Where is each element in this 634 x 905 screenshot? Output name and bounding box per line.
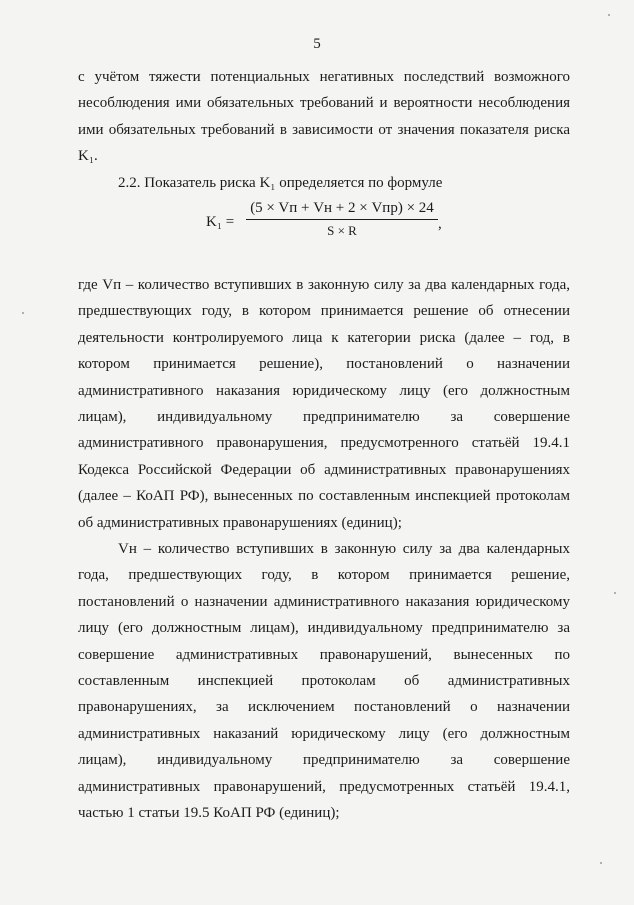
paragraph-risk-intro: с учётом тяжести потенциальных негативных последствий возможного несоблюдения ими обязательных требований и вероятности несоблюдения ими обязательных требований в зависимости от значения показателя риска K₁. <box>78 69 570 165</box>
formula-numerator: (5 × Vп + Vн + 2 × Vпр) × 24 <box>250 200 434 216</box>
paragraph-vn-definition: Vн – количество вступивших в законную силу за два календарных года, предшествующих году, в котором принимается решение, постановлений о назначении административного наказания юридическому лицу (его должностным лицам), индивидуальному предпринимателю за совершение административных правонарушений, вынесенных по составленным инспекцией протоколам об административных правонарушениях, за исключением постановлений о назначении административных наказаний юридическому лицу (его должностным лицам), индивидуальному предпринимателю за совершение административных правонарушений, предусмотренных статьёй 19.4.1, частью 1 статьи 19.5 КоАП РФ (единиц); <box>78 541 570 822</box>
risk-formula <box>206 200 446 246</box>
scan-speck <box>608 14 610 16</box>
formula-denominator: S × R <box>327 223 357 238</box>
page-number: 5 <box>313 36 321 52</box>
formula-fraction <box>244 200 440 239</box>
scan-speck <box>22 312 24 314</box>
paragraph-vp-definition: где Vп – количество вступивших в законную силу за два календарных года, предшествующих году, в котором принимается решение об отнесении деятельности контролируемого лица к категории риска (далее – год, в котором принимается решение), постановлений о назначении административного наказания юридическому лицу (его должностным лицам), индивидуальному предпринимателю за совершение административного правонарушения, предусмотренного статьёй 19.4.1 Кодекса Российской Федерации об административных правонарушениях (далее – КоАП РФ), вынесенных по составленным инспекцией протоколам об административных правонарушениях (единиц); <box>78 277 570 531</box>
paragraph-formula-intro: 2.2. Показатель риска K₁ определяется по формуле <box>118 175 443 191</box>
formula-lhs: K₁ = <box>206 214 235 230</box>
scan-speck <box>614 592 616 594</box>
formula-comma: , <box>438 216 442 232</box>
scan-speck <box>600 862 602 864</box>
